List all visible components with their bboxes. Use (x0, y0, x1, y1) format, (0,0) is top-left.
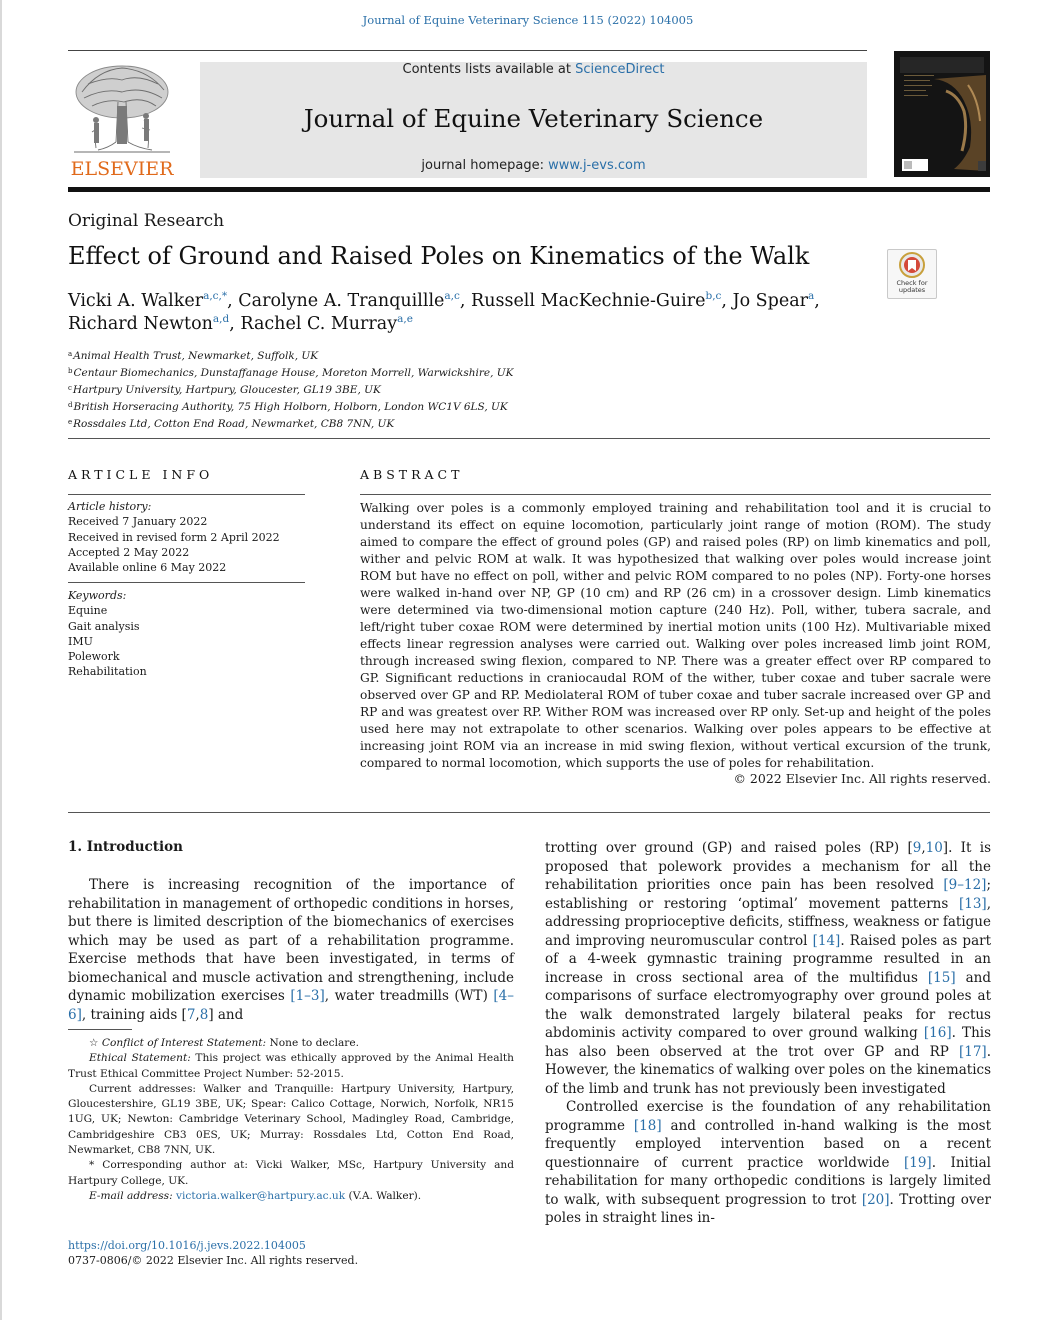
footnote-ethical (68, 1051, 514, 1082)
author-affiliation-marks[interactable]: a,c (444, 290, 460, 302)
citation-link[interactable]: 10 (925, 840, 943, 856)
abstract-text: Walking over poles is a commonly employed training and rehabilitation tool and it is crucial to understand its effect on equine locomotion, particularly joint range of motion (ROM). The study aimed to compare the effect of ground poles (GP) and raised poles (RP) on limb kinematics and poll, wither and pelvic ROM at walk. It was hypothesized that walking over poles would increase joint ROM but have no effect on poll, wither and pelvic ROM compared to no poles (NP). Forty-one horses were walked in-hand over NP, GP (10 cm) and RP (26 cm) in a crossover design. Limb kinematics were determined via two-dimensional motion capture (240 Hz). Poll, wither, tubera sacrale, and left/right tuber coxae ROM were determined by inertial motion units (100 Hz). Multivariable mixed effects linear regression analyses were carried out. Walking over poles increased limb joint ROM, through increased swing flexion, compared to NP. There was a greater effect over RP compared to GP. Significant reductions in craniocaudal ROM of the wither, tuber coxae and tuber sacrale were observed over GP and RP. Mediolateral ROM of tuber coxae and tuber sacrale increased over GP and RP and was greatest over RP. Wither ROM was increased over RP only. Set-up and height of the poles used here may not extrapolate to other scenarios. Walking over poles appears to be effective at increasing joint ROM via an increase in mid swing flexion, without vertical excursion of the trunk, compared to normal locomotion, which supports the use of poles for rehabilitation. (360, 501, 991, 770)
sciencedirect-link[interactable]: ScienceDirect (575, 62, 665, 77)
contents-prefix: Contents lists available at (402, 62, 576, 77)
citation-link[interactable]: [4–6] (68, 988, 514, 1023)
author-separator: , (459, 291, 472, 311)
affiliation-letter: d (68, 401, 73, 409)
intro-paragraph (545, 1098, 991, 1228)
article-info-heading: ARTICLE INFO (68, 467, 214, 482)
check-updates-icon (888, 250, 936, 280)
keyword-item: Polework (68, 650, 120, 664)
elsevier-wordmark: ELSEVIER (70, 158, 174, 180)
footnote-mark: ☆ (89, 1037, 102, 1049)
footnote-text: (V.A. Walker). (345, 1189, 422, 1202)
page-footer (68, 1238, 358, 1268)
doi-link[interactable]: https://doi.org/10.1016/j.jevs.2022.104005 (68, 1239, 306, 1252)
history-item: Available online 6 May 2022 (68, 561, 227, 575)
footnote-label: Conflict of Interest Statement: (101, 1037, 267, 1049)
affiliation-letter: e (68, 418, 73, 426)
citation-link[interactable]: 8 (199, 1006, 209, 1023)
journal-name: Journal of Equine Veterinary Science (303, 104, 764, 133)
author-affiliation-marks[interactable]: a,d (212, 313, 230, 325)
author-separator: , (721, 291, 733, 311)
citation-link[interactable]: 7 (186, 1006, 196, 1023)
footnote-email (68, 1189, 514, 1204)
article-type: Original Research (68, 211, 225, 231)
text-run: There is increasing recognition of the importance of rehabilitation in management of orthopedic conditions in horses, but there is limited description of the biomechanics of exercises which may be used as part of a rehabilitation programme. Exercise methods that have been investigated, in terms of biomechanical and muscle activation and strengthening, include dynamic mobilization exercises (68, 877, 514, 1004)
journal-citation-link[interactable]: Journal of Equine Veterinary Science 115 (2022) 104005 (362, 13, 694, 27)
footnotes (68, 1036, 514, 1204)
affiliation-item (68, 364, 668, 381)
citation-link[interactable]: [17] (958, 1043, 987, 1060)
text-run: . However, the kinematics of walking over poles on the kinematics of the limb and trunk has not previously been investigated (545, 1043, 991, 1097)
citation-link[interactable]: [18] (633, 1117, 662, 1134)
keyword-item: Equine (68, 604, 108, 618)
text-run: and comparisons of surface electromyography over ground poles at the walk demonstrated largely bilateral peaks for rectus abdominis activity compared to over ground walking (545, 969, 991, 1041)
header-thick-rule (68, 187, 990, 192)
text-run: . Raised poles as part of a 4-week gymnastic training programme resulted in an increase in cross sectional area of the multifidus (545, 932, 991, 986)
text-run: , addressing proprioceptive deficits, stiffness, weakness or fatigue and improving neuromuscular control (545, 895, 991, 949)
author-affiliation-marks[interactable]: a,c,* (203, 290, 228, 302)
contents-line (200, 62, 867, 77)
footnote-text: This project was ethically approved by the Animal Health Trust Ethical Committee Project Number: 52-2015. (68, 1052, 514, 1080)
citation-link[interactable]: [14] (812, 932, 841, 949)
citation-link[interactable]: [13] (958, 895, 987, 912)
homepage-prefix: journal homepage: (421, 158, 549, 173)
journal-cover-thumbnail[interactable] (894, 51, 990, 177)
page-edge (0, 0, 2, 1320)
elsevier-tree-icon (68, 62, 176, 156)
keyword-item: Gait analysis (68, 619, 140, 633)
author-name[interactable]: Rachel C. Murray (240, 314, 398, 334)
author-name[interactable]: Jo Spear (732, 291, 809, 311)
footnote-corresponding (68, 1158, 514, 1189)
affiliation-letter: b (68, 367, 73, 375)
footnote-addresses: Current addresses: Walker and Tranquille: Hartpury University, Hartpury, Gloucestershire, GL19 3BE, UK; Spear: Calico Cottage, Norwich, Norfolk, NR15 1UG, UK; Newton: Cambridge Veterinary School, Madingley Road, Cambridge, Cambridgeshire CB3 0ES, UK; Murray: Rossdales Ltd, Cotton End Road, Newmarket, CB8 7NN, UK. (68, 1082, 514, 1157)
author-name[interactable]: Carolyne A. Tranquillle (238, 291, 445, 311)
keywords (68, 588, 305, 680)
affiliation-item (68, 398, 668, 415)
text-run: . Trotting over poles in straight lines in- (545, 1191, 991, 1226)
text-run: ]. It is proposed that polework provides a mechanism for all the rehabilitation priorities once pain has been resolved (545, 840, 991, 893)
affiliation-text: Rossdales Ltd, Cotton End Road, Newmarket, CB8 7NN, UK (73, 418, 395, 430)
affiliation-text: Hartpury University, Hartpury, Gloucester, GL19 3BE, UK (72, 384, 381, 396)
intro-right-column (545, 839, 991, 1228)
text-run: , training aids [ (81, 1006, 187, 1023)
text-run: , water treadmills (WT) (324, 988, 494, 1004)
email-link[interactable]: victoria.walker@hartpury.ac.uk (176, 1189, 346, 1202)
text-run: , (921, 840, 926, 856)
author-affiliation-marks[interactable]: a (808, 290, 815, 302)
author-separator: , (229, 314, 241, 334)
keyword-item: Rehabilitation (68, 665, 147, 679)
footnote-conflict (68, 1036, 514, 1051)
affiliation-text: Animal Health Trust, Newmarket, Suffolk, UK (73, 350, 319, 362)
author-affiliation-marks[interactable]: b,c (705, 290, 722, 302)
footnote-label: Ethical Statement: (89, 1052, 191, 1065)
issn-line: 0737-0806/© 2022 Elsevier Inc. All rights reserved. (68, 1254, 359, 1267)
keyword-item: IMU (68, 634, 93, 648)
homepage-link[interactable]: www.j-evs.com (548, 158, 646, 173)
footnote-rule (68, 1029, 132, 1030)
footnote-text: Corresponding author at: Vicki Walker, MSc, Hartpury University and Hartpury College, UK. (68, 1159, 514, 1187)
affiliation-list (68, 347, 668, 432)
author-list (68, 290, 868, 336)
affiliation-text: British Horseracing Authority, 75 High Holborn, Holborn, London WC1V 6LS, UK (73, 401, 508, 413)
citation-link[interactable]: [1–3] (290, 988, 325, 1004)
affiliation-item (68, 381, 668, 398)
text-run: Controlled exercise is the foundation of any rehabilitation programme (545, 1099, 991, 1134)
citation-link[interactable]: [16] (923, 1025, 952, 1041)
history-item: Received 7 January 2022 (68, 515, 208, 529)
author-separator: , (814, 291, 820, 311)
article-history (68, 499, 305, 575)
abstract-heading: ABSTRACT (360, 467, 464, 482)
footnote-mark: * (89, 1159, 103, 1172)
intro-paragraph (68, 876, 514, 1024)
check-updates-label: Check for updates (896, 279, 928, 294)
text-run: . Initial rehabilitation for many orthopedic conditions is largely limited to walk, with subsequent progression to trot (545, 1154, 991, 1208)
text-run: ] and (208, 1006, 244, 1023)
affiliation-letter: a (68, 350, 73, 358)
citation-link[interactable]: [15] (927, 969, 956, 986)
abstract-copyright: © 2022 Elsevier Inc. All rights reserved. (733, 771, 991, 786)
author-affiliation-marks[interactable]: a,e (397, 313, 413, 325)
footnote-text: None to declare. (266, 1037, 359, 1049)
author-name[interactable]: Russell MacKechnie-Guire (471, 291, 706, 311)
intro-paragraph (545, 839, 991, 1098)
check-for-updates-button[interactable] (887, 249, 937, 299)
header-rule (68, 50, 867, 51)
citation-link[interactable]: 9 (912, 840, 922, 856)
divider (68, 812, 990, 813)
divider (68, 494, 305, 495)
footnote-label: E-mail address: (89, 1189, 173, 1202)
author-name[interactable]: Vicki A. Walker (68, 291, 204, 311)
citation-link[interactable]: [9–12] (943, 877, 987, 893)
section-heading-introduction: 1. Introduction (68, 839, 183, 855)
affiliation-item (68, 347, 668, 364)
affiliation-letter: c (68, 384, 72, 392)
keywords-label: Keywords: (68, 589, 127, 602)
divider (360, 494, 991, 495)
text-run: and controlled in-hand walking is the most frequently employed intervention based on a recent questionnaire of current practice worldwide (545, 1117, 991, 1171)
article-title: Effect of Ground and Raised Poles on Kinematics of the Walk (68, 242, 810, 270)
citation-link[interactable]: [19] (903, 1154, 932, 1171)
text-run: . This has also been observed at the trot over GP and RP (545, 1025, 992, 1060)
affiliation-item (68, 415, 668, 432)
author-separator: , (227, 291, 239, 311)
homepage-line (200, 158, 867, 173)
history-item: Accepted 2 May 2022 (68, 545, 190, 559)
intro-left-column (68, 876, 514, 1024)
text-run: ; establishing or restoring ‘optimal’ movement patterns (545, 877, 991, 912)
citation-link[interactable]: [20] (861, 1191, 890, 1208)
text-run: , (195, 1006, 200, 1023)
cover-image (894, 51, 990, 177)
divider (68, 582, 305, 583)
text-run: trotting over ground (GP) and raised poles (RP) [ (545, 840, 913, 856)
divider (68, 438, 990, 439)
history-label: Article history: (68, 500, 152, 513)
author-name[interactable]: Richard Newton (68, 314, 213, 334)
history-item: Received in revised form 2 April 2022 (68, 530, 280, 544)
affiliation-text: Centaur Biomechanics, Dunstaffanage House, Moreton Morrell, Warwickshire, UK (73, 367, 514, 379)
